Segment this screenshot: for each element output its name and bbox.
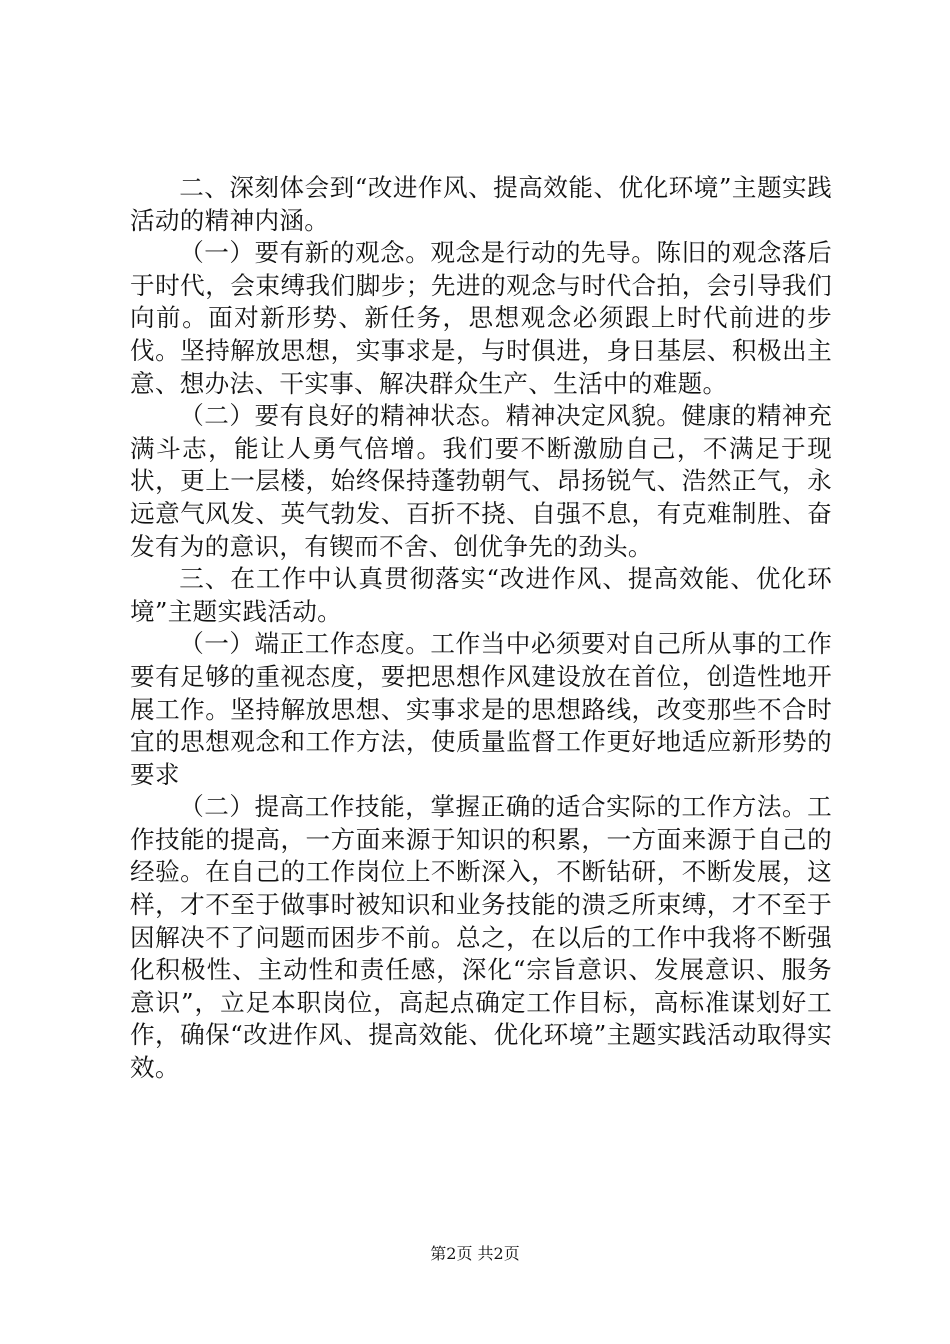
paragraph-new-concept: （一）要有新的观念。观念是行动的先导。陈旧的观念落后于时代，会束缚我们脚步；先进的观念与时代合拍，会引导我们向前。面对新形势、新任务，思想观念必须跟上时代前进的步伐。坚持解放思想，实事求是，与时俱进，身日基层、积极出主意、想办法、干实事、解决群众生产、生活中的难题。 <box>130 238 832 398</box>
page-footer: 第2页 共2页 <box>430 1244 520 1263</box>
paragraph-work-skills: （二）提高工作技能，掌握正确的适合实际的工作方法。工作技能的提高，一方面来源于知识的积累，一方面来源于自己的经验。在自己的工作岗位上不断深入，不断钻研，不断发展，这样，才不至于做事时被知识和业务技能的溃乏所束缚，才不至于因解决不了问题而困步不前。总之，在以后的工作中我将不断强化积极性、主动性和责任感，深化“宗旨意识、发展意识、服务意识”，立足本职岗位，高起点确定工作目标，高标准谋划好工作，确保“改进作风、提高效能、优化环境”主题实践活动取得实效。 <box>130 792 832 1083</box>
paragraph-work-attitude: （一）端正工作态度。工作当中必须要对自己所从事的工作要有足够的重视态度，要把思想作风建设放在首位，创造性地开展工作。坚持解放思想、实事求是的思想路线，改变那些不合时宜的思想观念和工作方法，使质量监督工作更好地适应新形势的要求 <box>130 629 832 789</box>
paragraph-spirit-state: （二）要有良好的精神状态。精神决定风貌。健康的精神充满斗志，能让人勇气倍增。我们要不断激励自己，不满足于现状，更上一层楼，始终保持蓬勃朝气、昂扬锐气、浩然正气，永远意气风发、英气勃发、百折不挠、自强不息，有克难制胜、奋发有为的意识，有锲而不舍、创优争先的劲头。 <box>130 401 832 561</box>
paragraph-section-3-heading: 三、在工作中认真贯彻落实“改进作风、提高效能、优化环境”主题实践活动。 <box>130 564 832 626</box>
document-body <box>130 172 832 1085</box>
paragraph-section-2-heading: 二、深刻体会到“改进作风、提高效能、优化环境”主题实践活动的精神内涵。 <box>130 173 832 235</box>
